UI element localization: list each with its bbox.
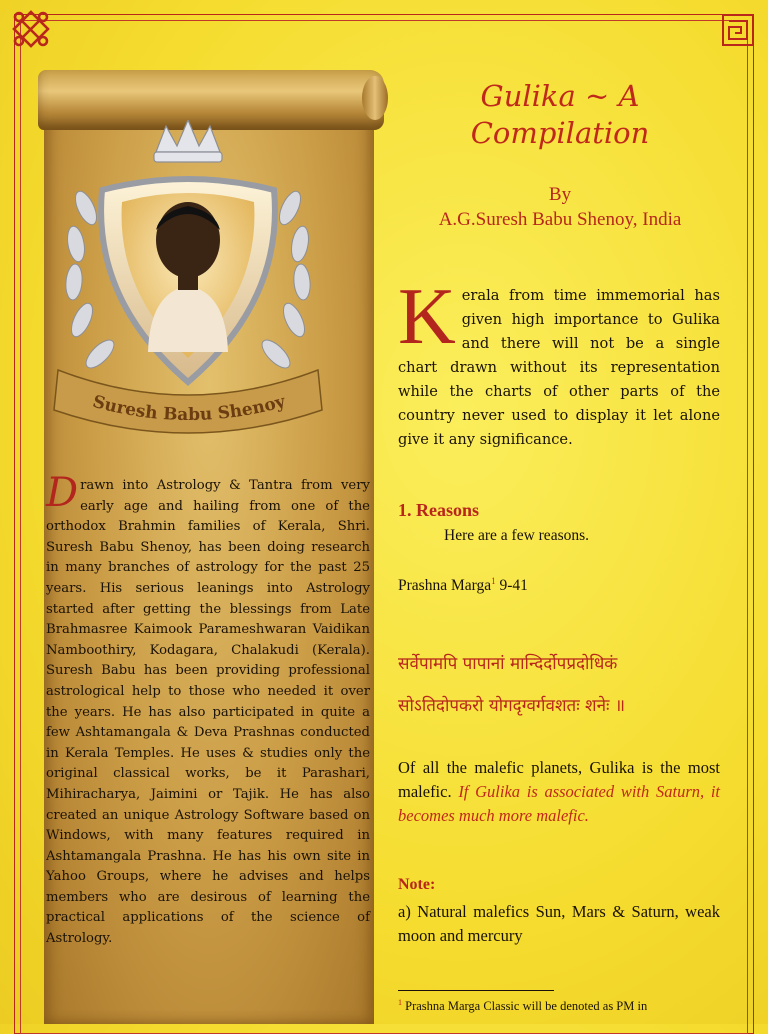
page-title	[410, 78, 710, 152]
sanskrit-verse-line-1: सर्वेपामपि पापानां मान्दिर्दोपप्रदोधिकं	[398, 654, 618, 674]
ribbon-text: Suresh Babu Shenoy	[90, 391, 288, 426]
author-emblem	[38, 120, 338, 460]
byline	[400, 182, 720, 232]
by-label: By	[548, 184, 572, 205]
bio-text: rawn into Astrology & Tantra from very early age and hailing from one of the orthodox Brahmin families of Kerala, Shri. Suresh Babu Shenoy, has been doing research in many branches of astrology for the past 25 years. His serious leanings into Astrology started after getting the blessings from Late Brahmasree Kaimook Parameshwaran Vaidikan Namboothiry, Kodagara, Chalakudi (Kerala). Suresh Babu has been providing professional astrological help to those who needed it over the years. He has also participated in quite a few Ashtamangala & Deva Prashnas conducted in Kerala Temples. He uses & studies only the original classical works, be it Parashari, Mihiracharya, Jaimini or Tajik. He has also created an unique Astrology Software based on Windows, with many features required in Ashtamangala Prashna. He has his own site in Yahoo Groups, where he advises and helps members who are desirous of learning the practical applications of the science of Astrology.	[46, 478, 370, 947]
footnote	[398, 998, 728, 1014]
intro-paragraph	[398, 273, 720, 452]
sanskrit-verse-line-2: सोऽतिदोपकरो योगदृग्वर्गवशतः शनेः ॥	[398, 696, 626, 716]
reference-name: Prashna Marga	[398, 577, 492, 595]
note-text: a) Natural malefics Sun, Mars & Saturn, weak moon and mercury	[398, 902, 720, 945]
title-line-1: Gulika ~ A	[480, 79, 640, 113]
title-line-2: Compilation	[470, 116, 650, 150]
malefic-plain: Of all the malefic planets, Gulika is the most malefic.	[398, 758, 720, 801]
crown-icon	[154, 120, 222, 162]
reference-line	[398, 576, 718, 595]
fret-ornament-icon	[720, 12, 756, 48]
reference-verse: 9-41	[495, 577, 528, 595]
malefic-paragraph	[398, 756, 720, 828]
footnote-marker[interactable]: 1	[491, 576, 496, 586]
note-heading: Note:	[398, 876, 436, 893]
footnote-text: Prashna Marga Classic will be denoted as PM in	[402, 999, 648, 1014]
section-heading: 1. Reasons	[398, 500, 480, 520]
section-text: Here are a few reasons.	[444, 527, 590, 544]
scroll-curl	[362, 76, 388, 120]
author-name: A.G.Suresh Babu Shenoy, India	[438, 209, 682, 230]
endless-knot-icon	[10, 8, 52, 50]
malefic-emphasis: If Gulika is associated with Saturn, it becomes much more malefic.	[398, 782, 720, 825]
author-bio	[46, 470, 370, 950]
bio-dropcap: D	[46, 470, 79, 516]
intro-text: erala from time immemorial has given high importance to Gulika and there will not be a single chart drawn without its representation while the charts of other parts of the country never used to display it let alone give it any significance.	[398, 287, 720, 448]
footnote-divider	[398, 990, 554, 991]
intro-dropcap: K	[398, 273, 456, 361]
footnote-number: 1	[398, 998, 402, 1007]
